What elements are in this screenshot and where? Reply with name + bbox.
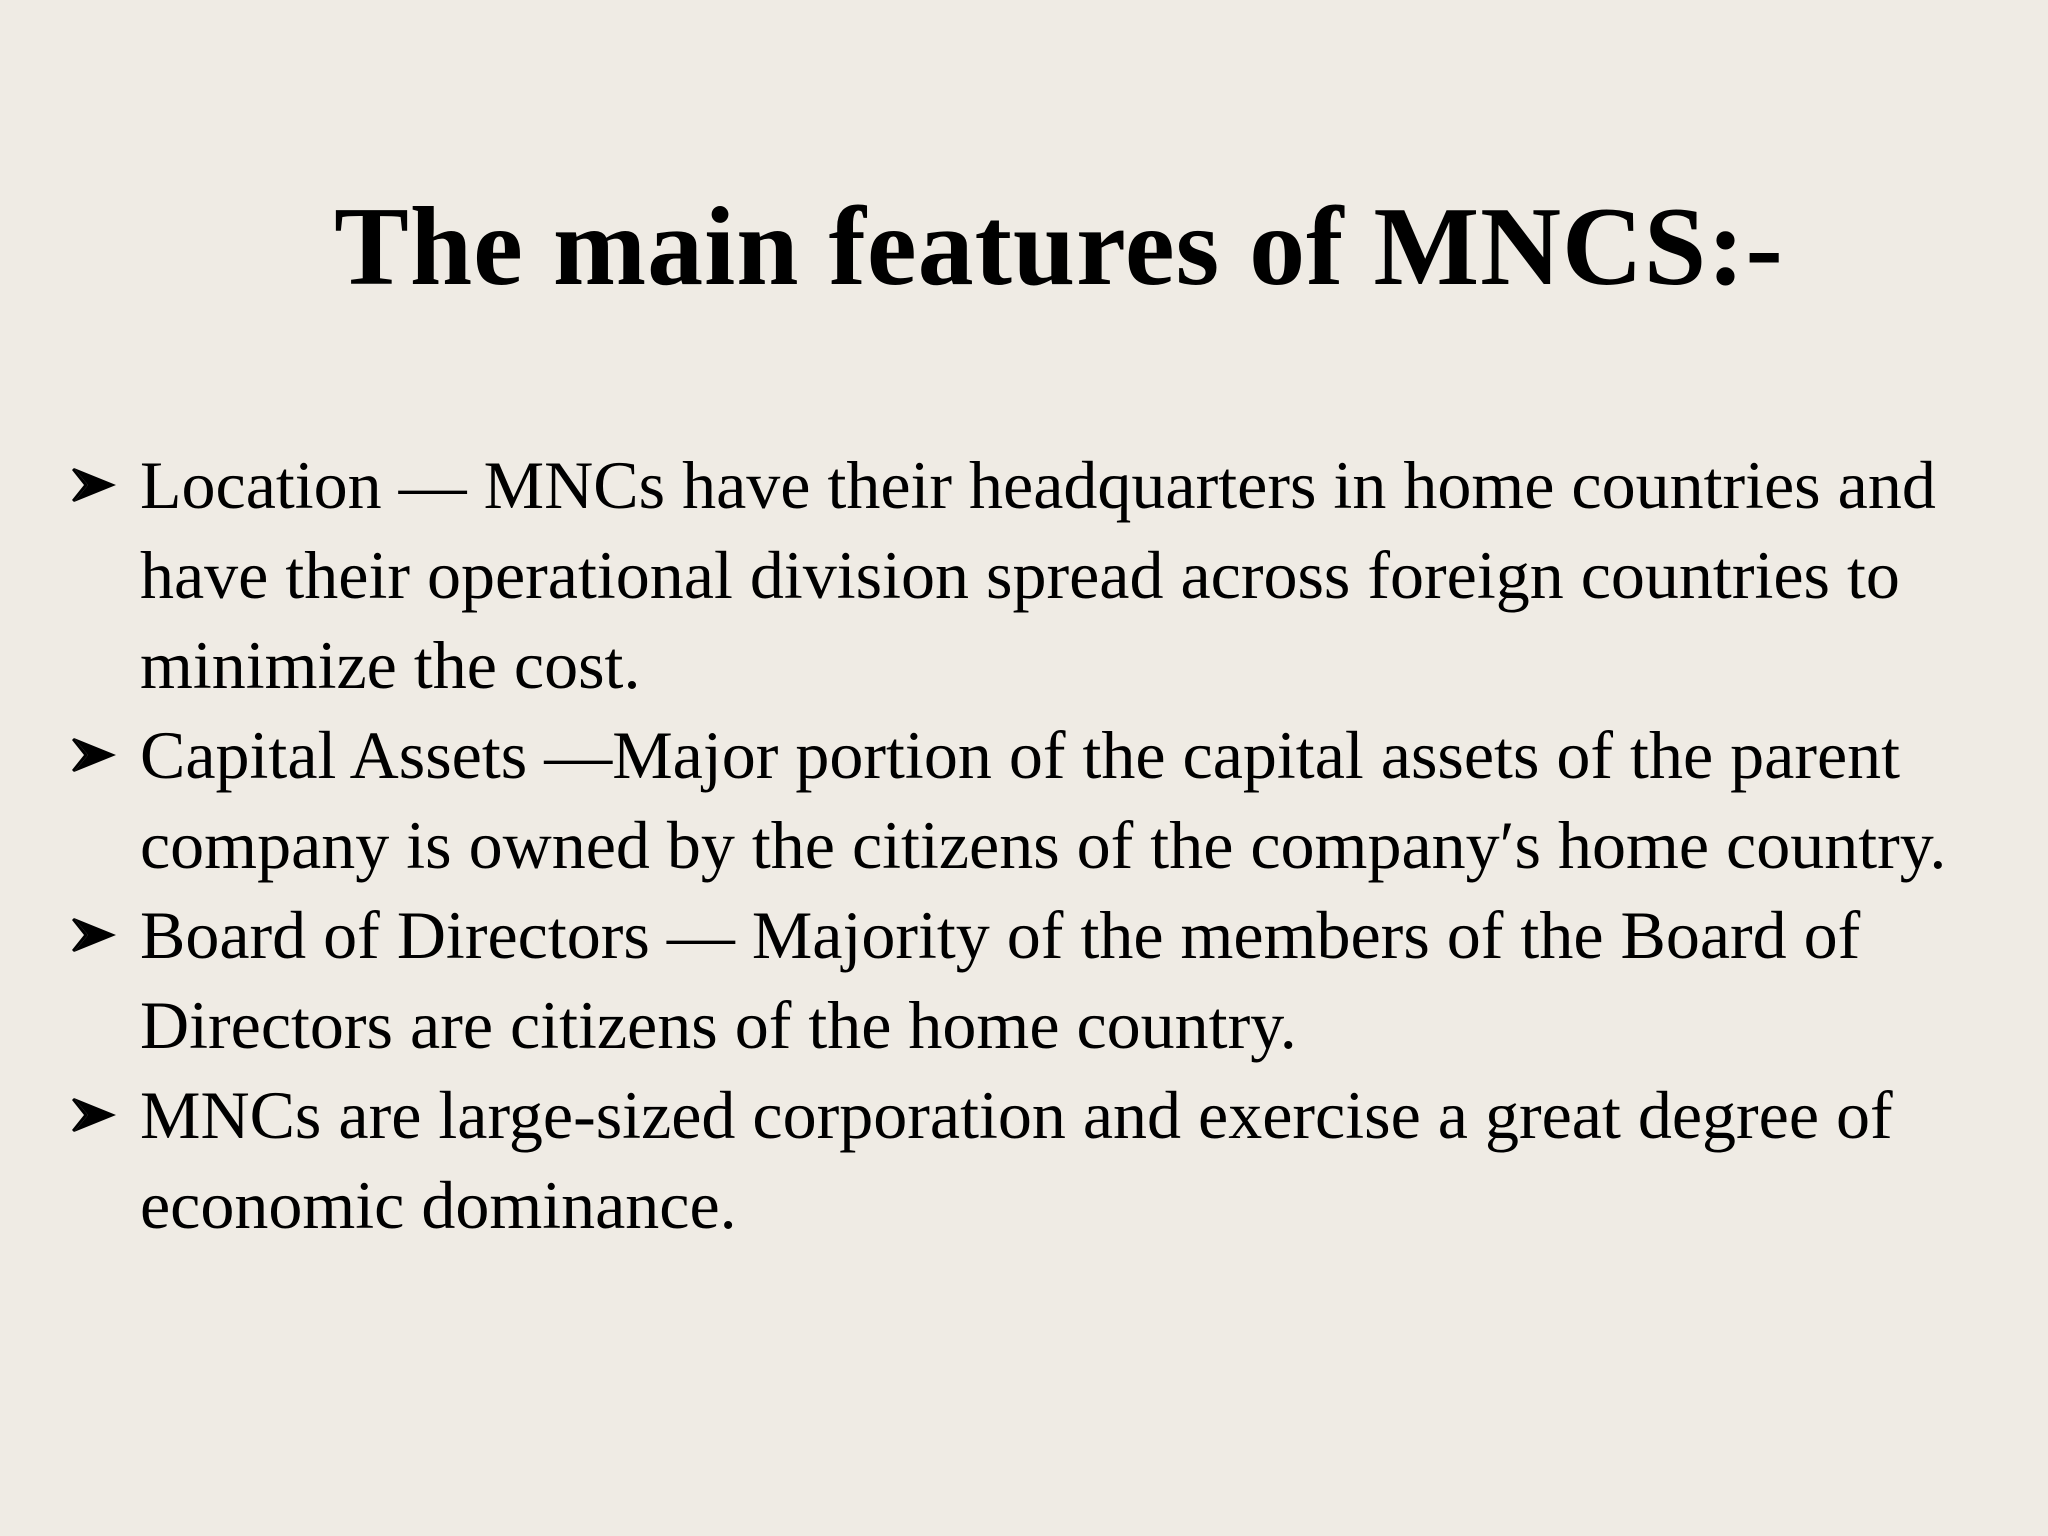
bullet-text: Capital Assets —Major portion of the capital assets of the parent company is owned by the citizens of the company′s home country.: [140, 717, 1947, 883]
bullet-item-location: [70, 440, 2010, 710]
bullet-item-capital-assets: [70, 710, 2010, 890]
arrowhead-bullet-icon: [70, 710, 128, 800]
bullet-text: Location — MNCs have their headquarters in home countries and have their operational division spread across foreign countries to minimize the cost.: [140, 447, 1936, 703]
bullet-list: [70, 440, 2010, 1250]
bullet-text: Board of Directors — Majority of the members of the Board of Directors are citizens of the home country.: [140, 897, 1861, 1063]
arrowhead-bullet-icon: [70, 1070, 128, 1160]
bullet-item-board-of-directors: [70, 890, 2010, 1070]
slide-title: The main features of MNCS:-: [334, 185, 1784, 309]
arrowhead-bullet-icon: [70, 440, 128, 530]
bullet-text: MNCs are large-sized corporation and exercise a great degree of economic dominance.: [140, 1077, 1893, 1243]
bullet-item-economic-dominance: [70, 1070, 2010, 1250]
arrowhead-bullet-icon: [70, 890, 128, 980]
